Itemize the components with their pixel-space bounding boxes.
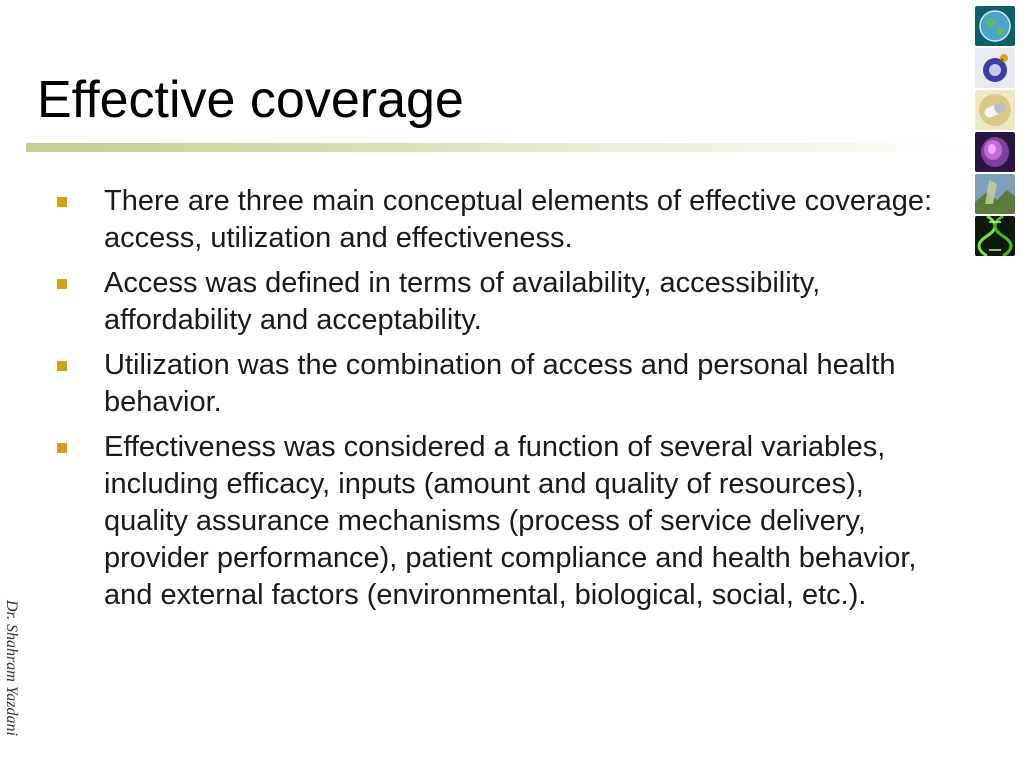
bullet-item bbox=[50, 347, 955, 421]
decorative-image-strip bbox=[975, 6, 1017, 258]
bullet-text: Utilization was the combination of access and personal health behavior. bbox=[104, 349, 896, 418]
dna-icon bbox=[975, 216, 1015, 256]
bullet-list bbox=[50, 183, 955, 622]
square-bullet-icon bbox=[57, 443, 67, 453]
molecule-icon bbox=[975, 48, 1015, 88]
slide-title: Effective coverage bbox=[37, 71, 464, 129]
title-underline bbox=[26, 143, 966, 152]
landscape-icon bbox=[975, 174, 1015, 214]
bullet-item bbox=[50, 429, 955, 614]
square-bullet-icon bbox=[57, 361, 67, 371]
bullet-text: Access was defined in terms of availability, accessibility, affordability and acceptability. bbox=[104, 267, 821, 336]
author-credit: Dr. Shahram Yazdani bbox=[3, 600, 20, 736]
bullet-item bbox=[50, 265, 955, 339]
globe-icon bbox=[975, 6, 1015, 46]
pills-icon bbox=[975, 90, 1015, 130]
square-bullet-icon bbox=[57, 279, 67, 289]
bullet-text: Effectiveness was considered a function of several variables, including efficacy, inputs (amount and quality of resources), quality assurance mechanisms (process of service delivery, provider performance), patient compliance and health behavior, and external factors (environmental, biological, social, etc.). bbox=[104, 431, 917, 611]
brain-scan-icon bbox=[975, 132, 1015, 172]
square-bullet-icon bbox=[57, 197, 67, 207]
bullet-item bbox=[50, 183, 955, 257]
bullet-text: There are three main conceptual elements of effective coverage: access, utilization and effectiveness. bbox=[104, 185, 933, 254]
